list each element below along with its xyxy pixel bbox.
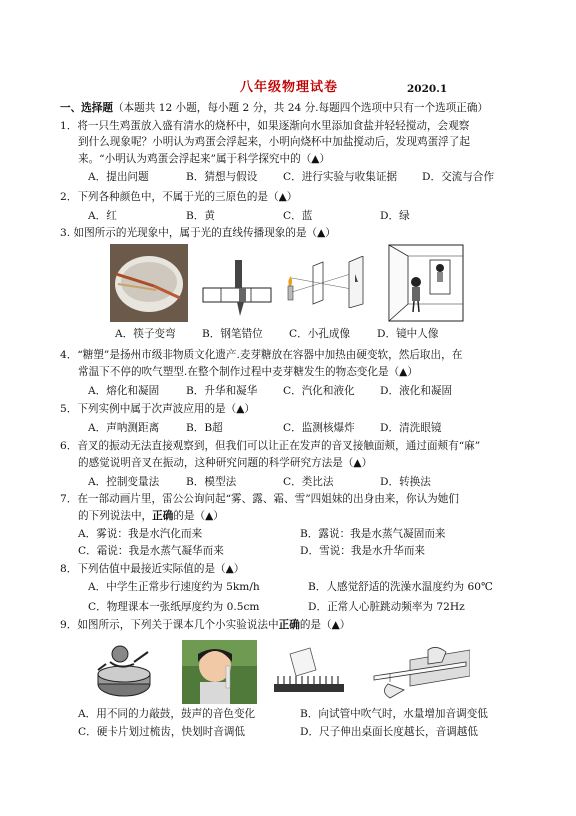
section-heading: 一、选择题 (60, 102, 113, 114)
figure-drum (90, 640, 160, 702)
q2-line-1: 2．下列各种颜色中，不属于光的三原色的是（▲） (60, 191, 298, 203)
q6-line-2: 的感觉说明音叉在振动，这种研究问题的科学研究方法是（▲） (78, 457, 373, 469)
q7-option-a: A．雾说：我是水汽化而来 (78, 528, 203, 540)
q7-option-d: D．雪说：我是水升华而来 (300, 545, 426, 557)
q2-option-c: C．蓝 (283, 210, 313, 222)
q2-option-a: A．红 (88, 210, 117, 222)
q9-keyword-correct: 正确 (278, 619, 300, 631)
q6-option-c: C．类比法 (283, 476, 334, 488)
q9-tail: 的是（▲） (299, 619, 351, 631)
q2-option-b: B．黄 (186, 210, 215, 222)
q8-option-d: D．正常人心脏跳动频率为 72Hz (308, 601, 465, 613)
q3-option-a: A．筷子变弯 (115, 328, 176, 340)
exam-title: 八年级物理试卷 (240, 80, 339, 95)
q9-line-1 (60, 618, 350, 633)
q5-line-1: 5．下列实例中属于次声波应用的是（▲） (60, 403, 255, 415)
q2-option-d: D．绿 (380, 210, 410, 222)
q9-option-b: B．向试管中吹气时，水量增加音调变低 (300, 708, 488, 720)
q9-option-d: D．尺子伸出桌面长度越长，音调越低 (300, 726, 478, 738)
q5-option-a: A．声呐测距离 (88, 422, 160, 434)
figure-pinhole-camera (283, 256, 368, 308)
q4-option-a: A．熔化和凝固 (88, 385, 160, 397)
figure-ruler-table (370, 640, 470, 704)
q8-option-a: A．中学生正常步行速度约为 5km/h (88, 581, 260, 593)
figure-card-comb (268, 644, 350, 702)
q7-line-2-lead: 的下列说法中， (78, 510, 153, 522)
q5-option-d: D．清洗眼镜 (380, 422, 442, 434)
figure-chopsticks-bowl (110, 244, 188, 322)
exam-date: 2020.1 (407, 83, 448, 95)
q3-option-b: B．钢笔错位 (202, 328, 263, 340)
q9-lead: 9．如图所示，下列关于课本几个小实验说法中 (60, 619, 279, 631)
q1-line-3: 来。“小明认为鸡蛋会浮起来”属于科学探究中的（▲） (78, 153, 331, 165)
q3-option-d: D．镜中人像 (377, 328, 439, 340)
q4-line-1: 4．“糖塑”是扬州市级非物质文化遗产.麦芽糖放在容器中加热由硬变软，然后取出，在 (60, 349, 463, 361)
q3-line-1: 3. 如图所示的光现象中，属于光的直线传播现象的是（▲） (60, 227, 336, 239)
q8-option-c: C．物理课本一张纸厚度约为 0.5cm (88, 601, 260, 613)
q6-line-1: 6．音叉的振动无法直接观察到，但我们可以让正在发声的音叉接触面颊，通过面颊有“麻” (60, 440, 481, 452)
q7-option-c: C．霜说：我是水蒸气凝华而来 (78, 545, 224, 557)
q1-line-2: 到什么现象呢？小明认为鸡蛋会浮起来，小明向烧杯中加盐搅动后，发现鸡蛋浮了起 (78, 136, 470, 148)
q4-option-c: C．汽化和液化 (283, 385, 355, 397)
q1-option-a: A．提出问题 (88, 171, 149, 183)
section-intro: （本题共 12 小题，每小题 2 分，共 24 分.每题四个选项中只有一个选项正确） (112, 102, 489, 114)
q1-line-1: 1．将一只生鸡蛋放入盛有清水的烧杯中，如果逐渐向水里添加食盐并轻轻搅动，会观察 (60, 120, 470, 132)
q7-line-1: 7．在一部动画片里，雷公公询问起“雾、露、霜、雪”四姐妹的出身由来，你认为她们 (60, 493, 459, 505)
q6-option-a: A．控制变量法 (88, 476, 160, 488)
q3-option-c: C．小孔成像 (289, 328, 351, 340)
q6-option-d: D．转换法 (380, 476, 431, 488)
q1-option-d: D．交流与合作 (422, 171, 495, 183)
q7-option-b: B．露说：我是水蒸气凝固而来 (300, 528, 446, 540)
q5-option-b: B．B超 (186, 422, 223, 434)
q7-line-2 (78, 509, 224, 524)
q7-keyword-correct: 正确 (152, 510, 174, 522)
figure-pen-glass-block (201, 258, 276, 320)
q4-option-b: B．升华和凝华 (186, 385, 258, 397)
q8-option-b: B．人感觉舒适的洗澡水温度约为 60℃ (308, 581, 493, 593)
q5-option-c: C．监测核爆炸 (283, 422, 355, 434)
figure-mirror-person (388, 244, 464, 322)
q1-option-b: B．猜想与假设 (186, 171, 258, 183)
q8-line-1: 8．下列估值中最接近实际值的是（▲） (60, 563, 245, 575)
figure-girl-blowing-tube (182, 640, 257, 704)
q1-option-c: C．进行实验与收集证据 (283, 171, 398, 183)
section-heading-line (60, 101, 488, 116)
q9-option-a: A．用不同的力敲鼓，鼓声的音色变化 (78, 708, 256, 720)
q7-line-2-tail: 的是（▲） (173, 510, 224, 522)
q4-option-d: D．液化和凝固 (380, 385, 453, 397)
q6-option-b: B．模型法 (186, 476, 237, 488)
q4-line-2: 常温下不停的吹气塑型.在整个制作过程中麦芽糖发生的物态变化是（▲） (78, 366, 418, 378)
q9-option-c: C．硬卡片划过梳齿，快划时音调低 (78, 726, 246, 738)
